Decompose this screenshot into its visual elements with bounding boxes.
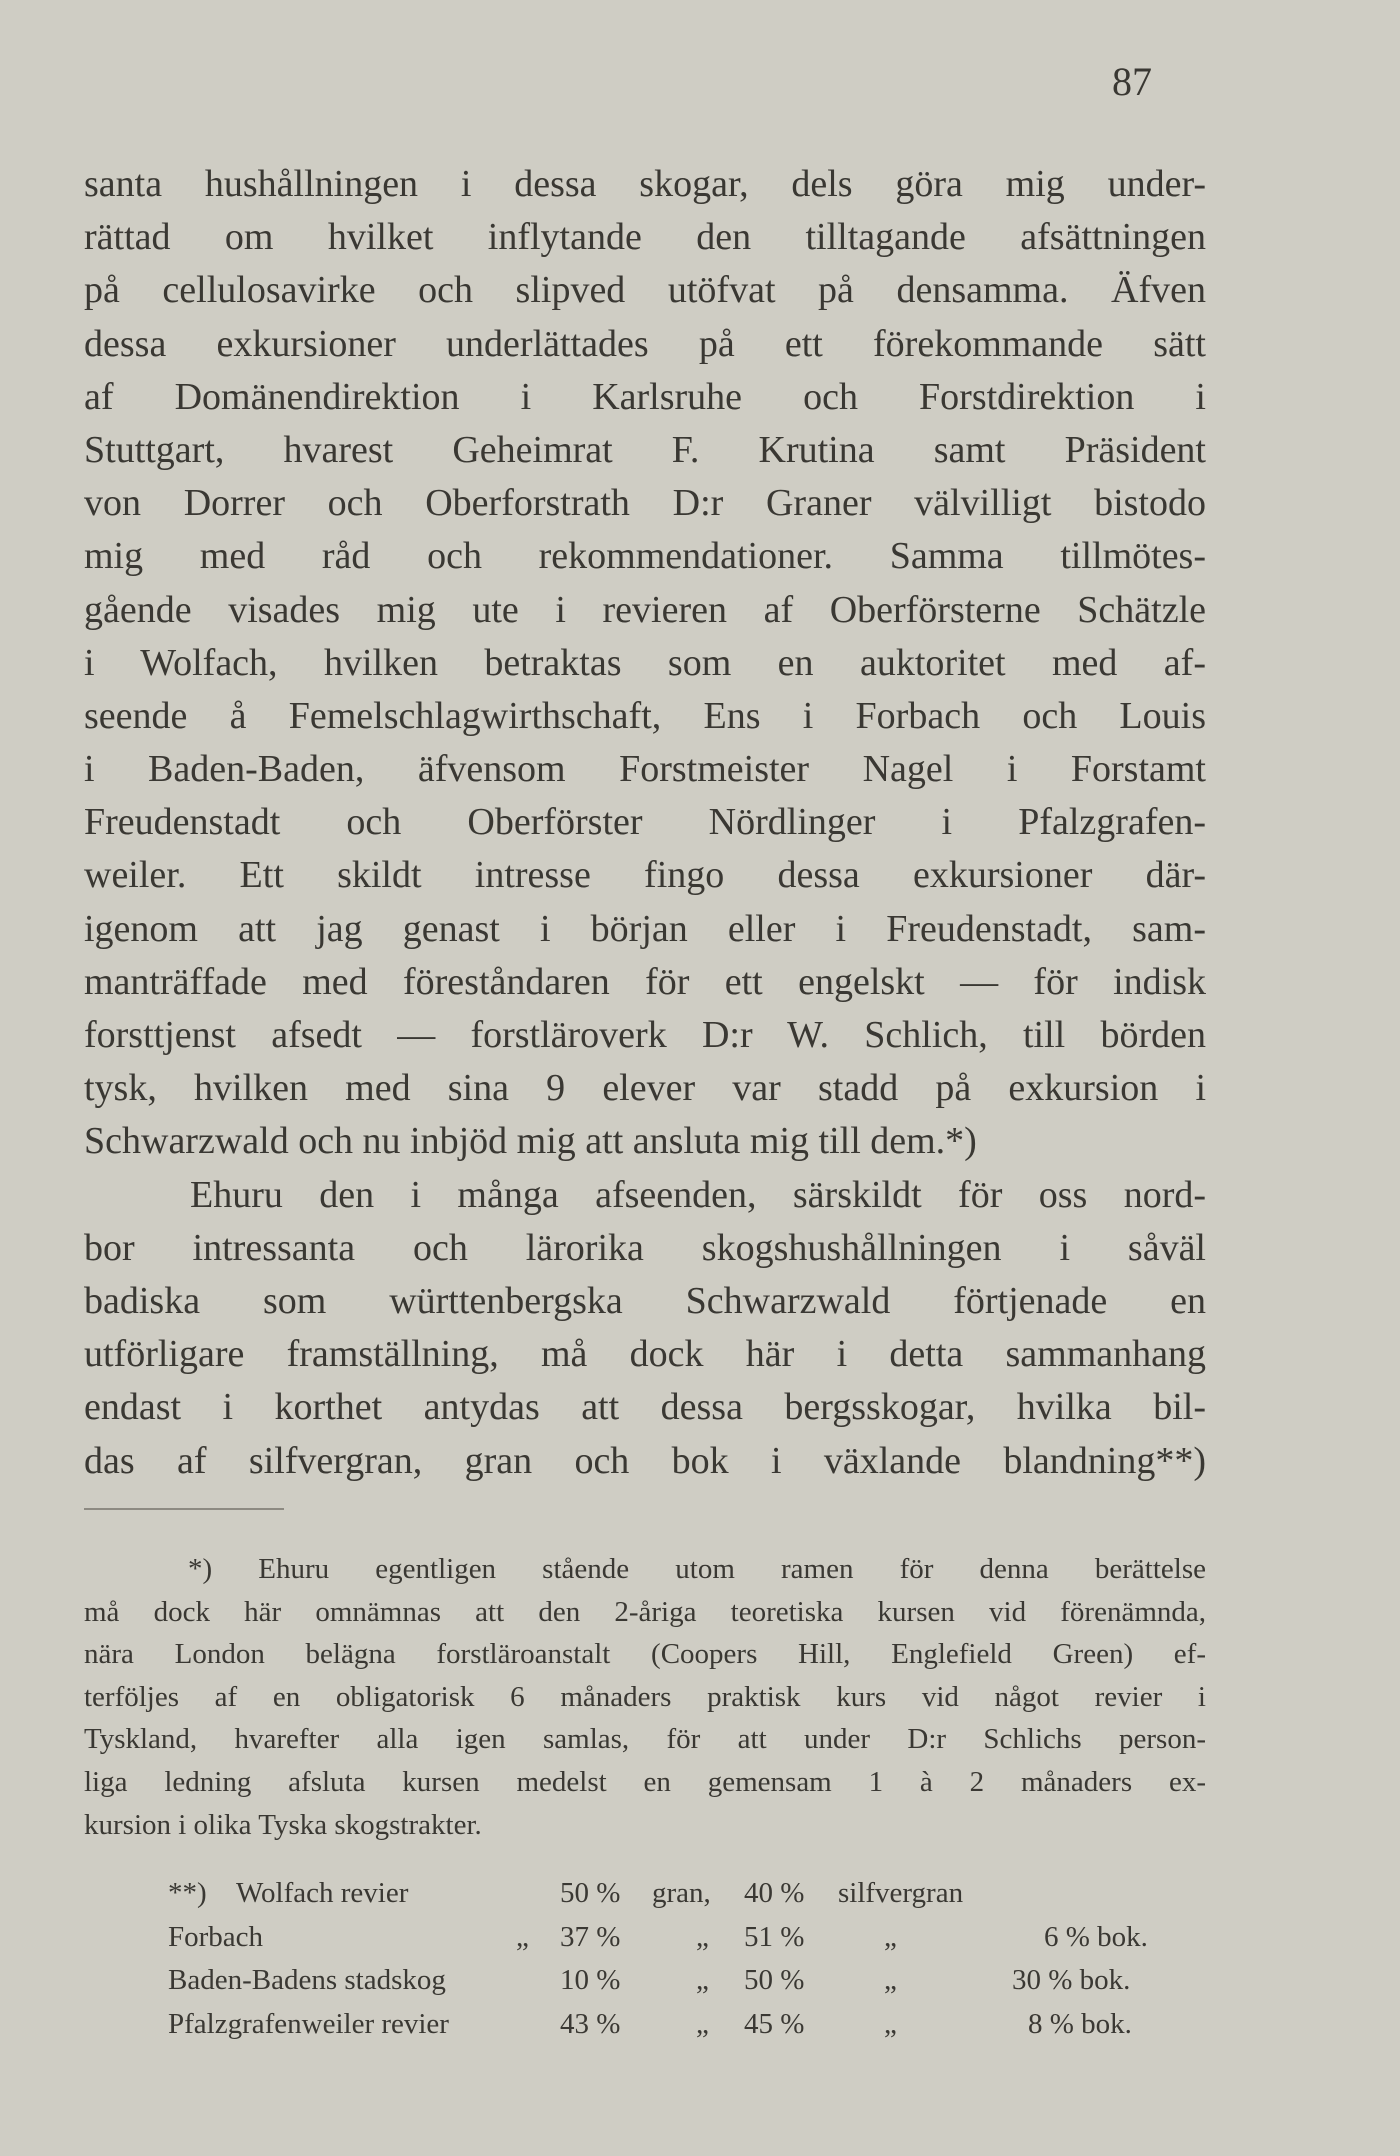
- body-line: på cellulosavirke och slipved utöfvat på densamma. Äfven: [84, 269, 1206, 312]
- body-line: Schwarzwald och nu inbjöd mig att ansluta mig till dem.*): [84, 1120, 977, 1163]
- ditto-mark: „: [696, 1964, 709, 1996]
- bok-percent: 6 % bok.: [1044, 1920, 1148, 1953]
- body-line: utförligare framställning, må dock här i detta sammanhang: [84, 1333, 1206, 1376]
- footnote-line: må dock här omnämnas att den 2-åriga teoretiska kursen vid förenämnda,: [84, 1595, 1206, 1628]
- body-line: dessa exkursioner underlättades på ett förekommande sätt: [84, 322, 1206, 365]
- ditto-mark: „: [696, 1920, 709, 1953]
- footnote-separator: [84, 1508, 284, 1510]
- body-line: i Wolfach, hvilken betraktas som en auktoritet med af-: [84, 641, 1206, 684]
- table-row: [84, 2003, 1206, 2047]
- body-line: weiler. Ett skildt intresse fingo dessa exkursioner där-: [84, 854, 1206, 897]
- gran-percent: 37 %: [560, 1920, 621, 1953]
- footnote-1: [84, 1548, 1206, 1846]
- silfvergran-percent: 40 %: [744, 1877, 805, 1909]
- body-line: gående visades mig ute i revieren af Oberförsterne Schätzle: [84, 588, 1206, 631]
- body-text: [84, 158, 1206, 1488]
- body-line: endast i korthet antydas att dessa bergsskogar, hvilka bil-: [84, 1386, 1206, 1429]
- footnote-marker: **): [168, 1877, 207, 1909]
- gran-percent: 50 %: [560, 1877, 621, 1909]
- ditto-mark: „: [696, 2007, 709, 2040]
- silfvergran-percent: 50 %: [744, 1964, 805, 1996]
- footnote-2-table: [84, 1872, 1206, 2046]
- footnote-line: *) Ehuru egentligen stående utom ramen för denna berättelse: [188, 1553, 1206, 1585]
- ditto-mark: „: [884, 1920, 897, 1953]
- body-line: af Domänendirektion i Karlsruhe och Forstdirektion i: [84, 375, 1206, 418]
- body-line: bor intressanta och lärorika skogshushållningen i såväl: [84, 1226, 1206, 1269]
- ditto-mark: „: [884, 1964, 897, 1996]
- revier-name: Forbach: [168, 1920, 264, 1953]
- body-line: badiska som württenbergska Schwarzwald förtjenade en: [84, 1279, 1206, 1322]
- body-line: das af silfvergran, gran och bok i växlande blandning**): [84, 1439, 1206, 1482]
- gran-percent: 10 %: [560, 1964, 621, 1996]
- silfvergran-percent: 51 %: [744, 1920, 805, 1953]
- bok-percent: 30 % bok.: [1012, 1964, 1131, 1996]
- body-line: i Baden-Baden, äfvensom Forstmeister Nagel i Forstamt: [84, 748, 1206, 791]
- footnote-line: terföljes af en obligatorisk 6 månaders praktisk kurs vid något revier i: [84, 1680, 1206, 1713]
- body-line: santa hushållningen i dessa skogar, dels göra mig under-: [84, 163, 1206, 205]
- bok-percent: 8 % bok.: [1028, 2007, 1132, 2040]
- gran-label: gran,: [652, 1877, 711, 1909]
- silfvergran-label: silfvergran: [838, 1877, 964, 1909]
- revier-name: Wolfach revier: [236, 1877, 409, 1909]
- body-line: tysk, hvilken med sina 9 elever var stadd på exkursion i: [84, 1067, 1206, 1110]
- ditto-mark: „: [516, 1920, 529, 1953]
- body-line: von Dorrer och Oberforstrath D:r Graner välvilligt bistodo: [84, 482, 1206, 525]
- body-line: manträffade med föreståndaren för ett engelskt — för indisk: [84, 960, 1206, 1003]
- body-line: forsttjenst afsedt — forstläroverk D:r W. Schlich, till börden: [84, 1014, 1206, 1056]
- silfvergran-percent: 45 %: [744, 2007, 805, 2040]
- body-line: mig med råd och rekommendationer. Samma tillmötes-: [84, 535, 1206, 578]
- body-line: Freudenstadt och Oberförster Nördlinger i Pfalzgrafen-: [84, 801, 1206, 844]
- revier-name: Baden-Badens stadskog: [168, 1964, 446, 1996]
- table-row: [84, 1872, 1206, 1916]
- footnote-line: nära London belägna forstläroanstalt (Coopers Hill, Englefield Green) ef-: [84, 1638, 1206, 1671]
- footnote-line: liga ledning afsluta kursen medelst en gemensam 1 à 2 månaders ex-: [84, 1765, 1206, 1798]
- page-number: 87: [1112, 59, 1152, 104]
- body-line: rättad om hvilket inflytande den tilltagande afsättningen: [84, 216, 1206, 259]
- body-line: igenom att jag genast i början eller i Freudenstadt, sam-: [84, 907, 1206, 950]
- revier-name: Pfalzgrafenweiler revier: [168, 2007, 449, 2040]
- body-line: seende å Femelschlagwirthschaft, Ens i Forbach och Louis: [84, 694, 1206, 737]
- footnote-line: kursion i olika Tyska skogstrakter.: [84, 1808, 482, 1841]
- body-line: Stuttgart, hvarest Geheimrat F. Krutina samt Präsident: [84, 428, 1206, 471]
- body-line: Ehuru den i många afseenden, särskildt för oss nord-: [190, 1173, 1206, 1216]
- gran-percent: 43 %: [560, 2007, 621, 2040]
- table-row: [84, 1916, 1206, 1960]
- table-row: [84, 1959, 1206, 2003]
- ditto-mark: „: [884, 2007, 897, 2040]
- footnote-line: Tyskland, hvarefter alla igen samlas, för att under D:r Schlichs person-: [84, 1723, 1206, 1756]
